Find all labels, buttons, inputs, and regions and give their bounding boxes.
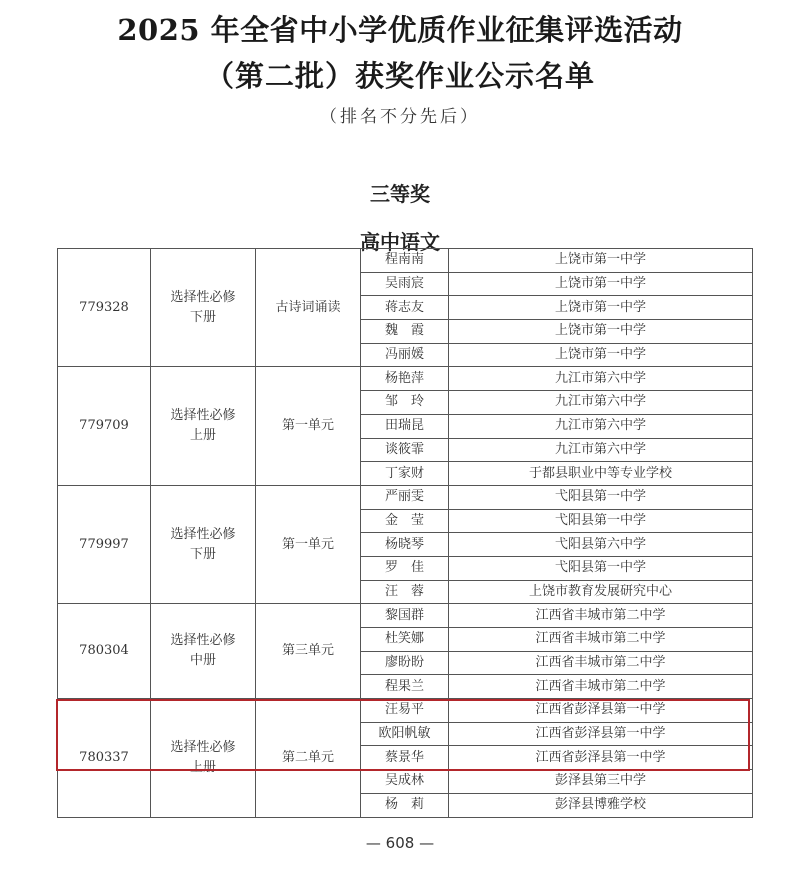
textbook-line: 选择性必修 (170, 289, 236, 305)
unit-cell: 第一单元 (256, 367, 361, 485)
table-row (58, 485, 753, 509)
author-name-cell: 罗 佳 (361, 556, 449, 580)
unit-cell: 第一单元 (256, 485, 361, 603)
school-cell: 江西省丰城市第二中学 (449, 651, 753, 675)
unit-cell: 第三单元 (256, 604, 361, 699)
textbook-cell (151, 699, 256, 817)
school-cell: 彭泽县第三中学 (449, 770, 753, 794)
table-row (58, 367, 753, 391)
author-name-cell: 田瑞昆 (361, 414, 449, 438)
author-name-cell: 谈筱霏 (361, 438, 449, 462)
document-title-line-2: （第二批）获奖作业公示名单 (204, 59, 595, 93)
school-cell: 九江市第六中学 (449, 391, 753, 415)
school-cell: 于都县职业中等专业学校 (449, 462, 753, 486)
school-cell: 江西省彭泽县第一中学 (449, 746, 753, 770)
textbook-line: 中册 (189, 653, 216, 669)
school-cell: 江西省彭泽县第一中学 (449, 722, 753, 746)
table-row (58, 249, 753, 273)
unit-cell: 古诗词诵读 (256, 249, 361, 367)
textbook-line: 选择性必修 (170, 526, 236, 542)
author-name-cell: 吴成林 (361, 770, 449, 794)
author-name-cell: 汪易平 (361, 699, 449, 723)
author-name-cell: 严丽雯 (361, 485, 449, 509)
author-name-cell: 杨晓琴 (361, 533, 449, 557)
author-name-cell: 冯丽媛 (361, 343, 449, 367)
table-row (58, 699, 753, 723)
school-cell: 弋阳县第一中学 (449, 556, 753, 580)
school-cell: 上饶市教育发展研究中心 (449, 580, 753, 604)
table-row (58, 604, 753, 628)
author-name-cell: 廖盼盼 (361, 651, 449, 675)
work-id-cell: 779997 (58, 485, 151, 603)
awards-table (57, 248, 753, 818)
author-name-cell: 程南南 (361, 249, 449, 273)
school-cell: 江西省彭泽县第一中学 (449, 699, 753, 723)
textbook-line: 选择性必修 (170, 739, 236, 755)
school-cell: 九江市第六中学 (449, 367, 753, 391)
school-cell: 弋阳县第一中学 (449, 485, 753, 509)
ranking-note: （排名不分先后） (320, 107, 480, 127)
author-name-cell: 欧阳帆敏 (361, 722, 449, 746)
author-name-cell: 邹 玲 (361, 391, 449, 415)
author-name-cell: 魏 霞 (361, 320, 449, 344)
textbook-cell (151, 367, 256, 485)
school-cell: 江西省丰城市第二中学 (449, 628, 753, 652)
work-id-cell: 779709 (58, 367, 151, 485)
textbook-cell (151, 485, 256, 603)
document-title-line-1: 2025 年全省中小学优质作业征集评选活动 (117, 13, 683, 47)
school-cell: 上饶市第一中学 (449, 320, 753, 344)
school-cell: 九江市第六中学 (449, 414, 753, 438)
textbook-line: 上册 (189, 428, 216, 444)
author-name-cell: 黎国群 (361, 604, 449, 628)
textbook-cell (151, 249, 256, 367)
work-id-cell: 779328 (58, 249, 151, 367)
textbook-line: 上册 (189, 759, 216, 775)
school-cell: 上饶市第一中学 (449, 296, 753, 320)
school-cell: 上饶市第一中学 (449, 343, 753, 367)
author-name-cell: 汪 蓉 (361, 580, 449, 604)
author-name-cell: 丁家财 (361, 462, 449, 486)
work-id-cell: 780337 (58, 699, 151, 817)
page-number: — 608 — (365, 834, 435, 852)
textbook-line: 选择性必修 (170, 633, 236, 649)
school-cell: 九江市第六中学 (449, 438, 753, 462)
subject-heading: 高中语文 (360, 230, 440, 254)
textbook-cell (151, 604, 256, 699)
textbook-line: 下册 (189, 546, 216, 562)
school-cell: 上饶市第一中学 (449, 272, 753, 296)
school-cell: 江西省丰城市第二中学 (449, 604, 753, 628)
author-name-cell: 蒋志友 (361, 296, 449, 320)
school-cell: 弋阳县第六中学 (449, 533, 753, 557)
school-cell: 彭泽县博雅学校 (449, 793, 753, 817)
textbook-line: 选择性必修 (170, 408, 236, 424)
award-level-heading: 三等奖 (370, 182, 430, 206)
author-name-cell: 杜笑娜 (361, 628, 449, 652)
author-name-cell: 杨艳萍 (361, 367, 449, 391)
textbook-line: 下册 (189, 309, 216, 325)
author-name-cell: 金 莹 (361, 509, 449, 533)
unit-cell: 第二单元 (256, 699, 361, 817)
school-cell: 弋阳县第一中学 (449, 509, 753, 533)
author-name-cell: 蔡景华 (361, 746, 449, 770)
school-cell: 上饶市第一中学 (449, 249, 753, 273)
author-name-cell: 程果兰 (361, 675, 449, 699)
work-id-cell: 780304 (58, 604, 151, 699)
author-name-cell: 杨 莉 (361, 793, 449, 817)
author-name-cell: 吴雨宸 (361, 272, 449, 296)
awards-table-body (58, 249, 753, 818)
school-cell: 江西省丰城市第二中学 (449, 675, 753, 699)
